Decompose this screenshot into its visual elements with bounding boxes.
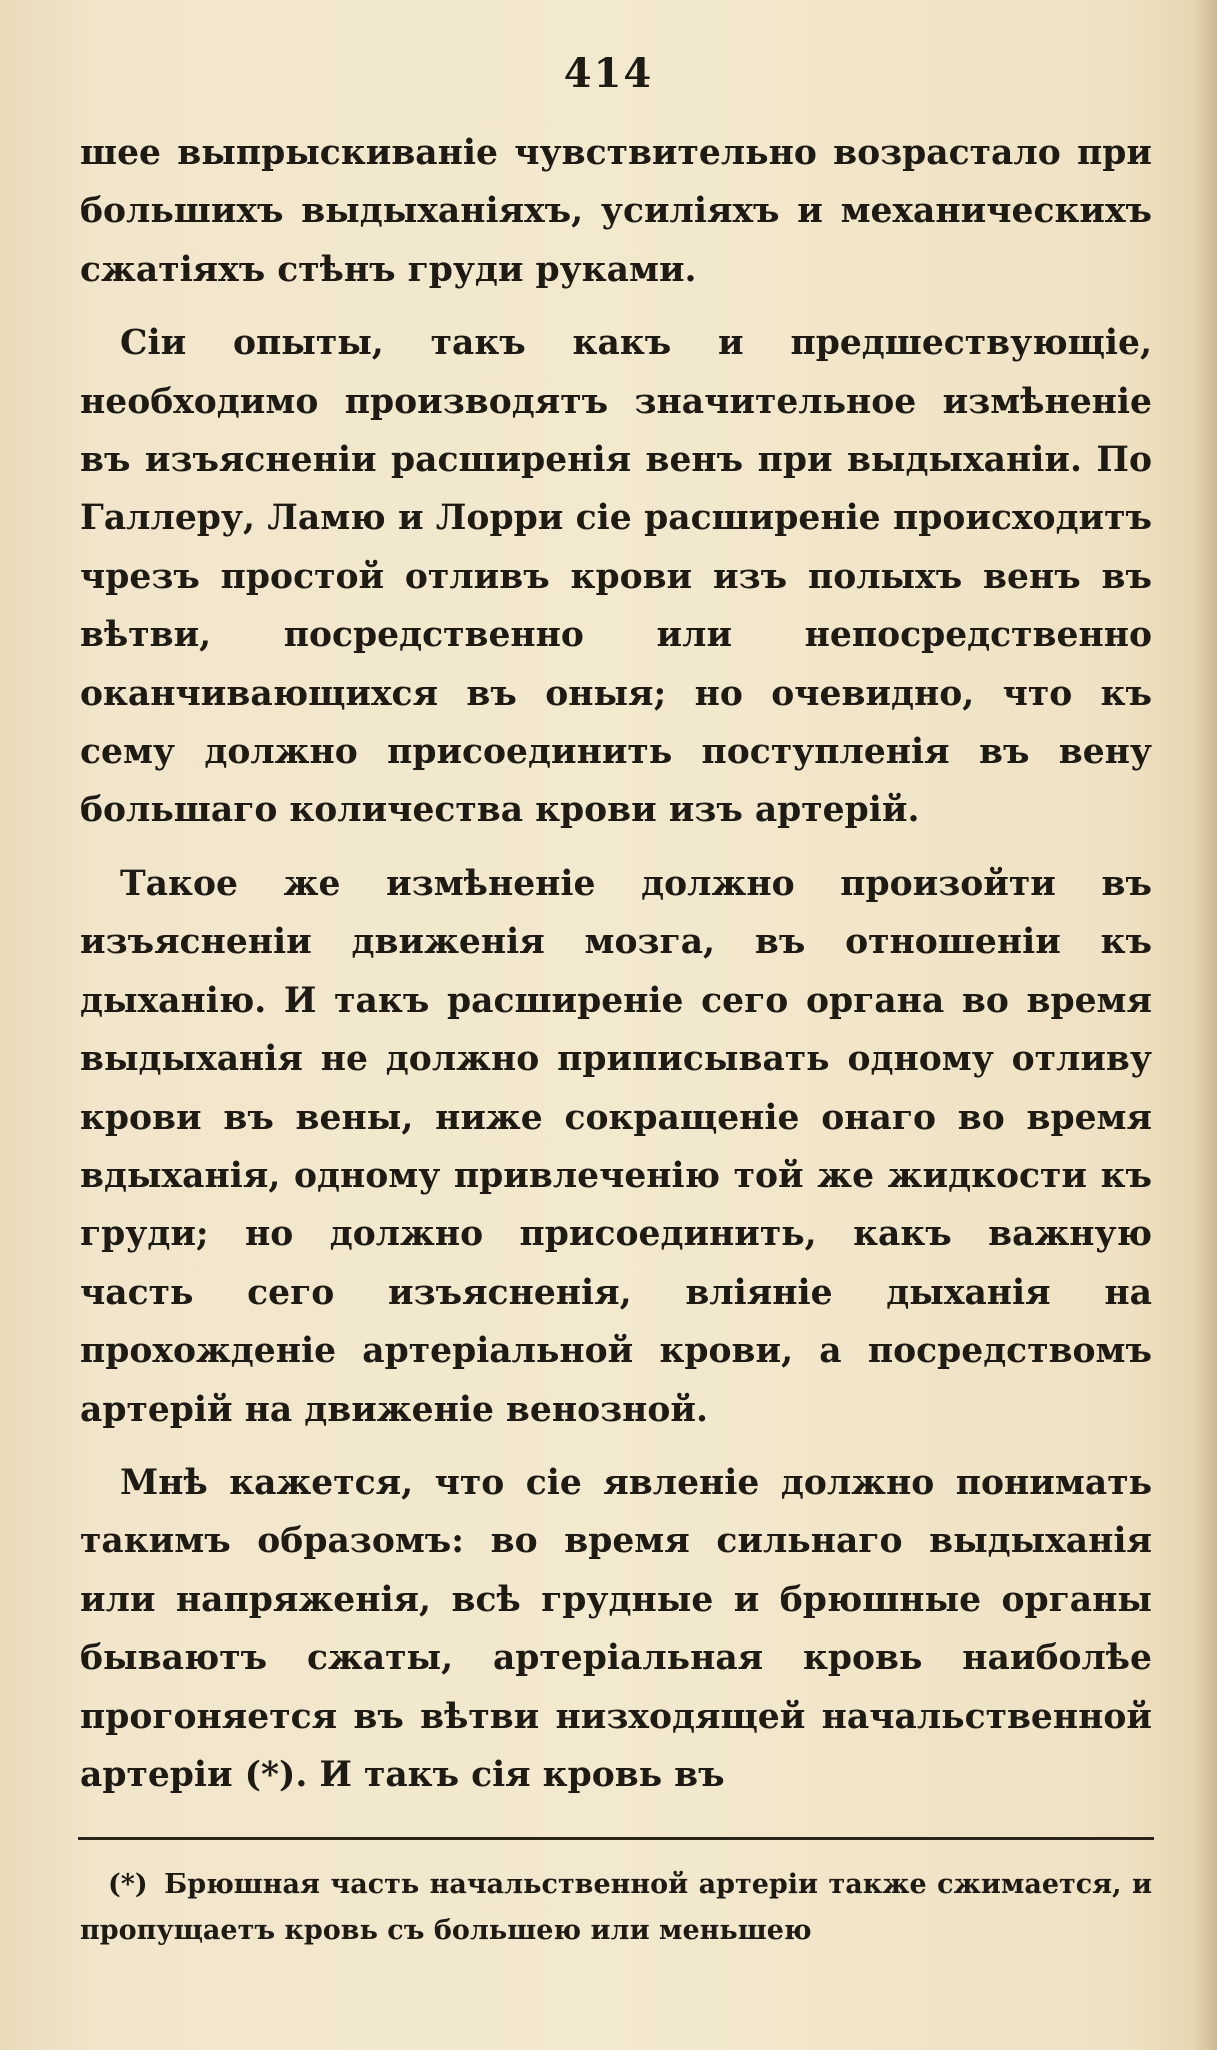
paragraph: Такое же измѣненiе должно произойти въ изъясненiи движенiя мозга, въ отношенiи къ дыханiю. И такъ расширенiе сего органа во время выдыханiя не должно приписывать одному отливу крови въ вены, ниже сокращенiе онаго во время вдыханiя, одному привлеченiю той же жидкости къ груди; но должно присоединить, какъ важную часть сего изъясненiя, влiянiе дыханiя на прохожденiе артерiальной крови, а посредствомъ артерiй на движенiе венозной. [80, 863, 1152, 1430]
footnote-mark: (*) [108, 1869, 148, 1900]
footnote-text: Брюшная часть начальственной артерiи также сжимается, и пропущаетъ кровь съ большею или меньшею [80, 1869, 1152, 1946]
footnote [80, 1862, 1152, 1954]
footnote-divider [78, 1837, 1154, 1840]
page-number: 414 [563, 50, 654, 97]
body-text [80, 124, 1152, 1819]
paragraph: Сiи опыты, такъ какъ и предшествующiе, необходимо производятъ значительное измѣненiе въ изъясненiи расширенiя венъ при выдыханiи. По Галлеру, Ламю и Лорри сiе расширенiе происходитъ чрезъ простой отливъ крови изъ полыхъ венъ въ вѣтви, посредственно или непосредственно оканчивающихся въ оныя; но очевидно, что къ сему должно присоединить поступленiя въ вену большаго количества крови изъ артерiй. [80, 323, 1152, 831]
paragraph: шее выпрыскиванiе чувствительно возрастало при большихъ выдыханiяхъ, усилiяхъ и механическихъ сжатiяхъ стѣнъ груди руками. [80, 133, 1152, 290]
paragraph: Мнѣ кажется, что сiе явленiе должно понимать такимъ образомъ: во время сильнаго выдыханiя или напряженiя, всѣ грудные и брюшные органы бываютъ сжаты, артерiальная кровь наиболѣе прогоняется въ вѣтви низходящей начальственной артерiи (*). И такъ сiя кровь въ [80, 1462, 1152, 1795]
page-edge-shadow [1193, 0, 1217, 2050]
